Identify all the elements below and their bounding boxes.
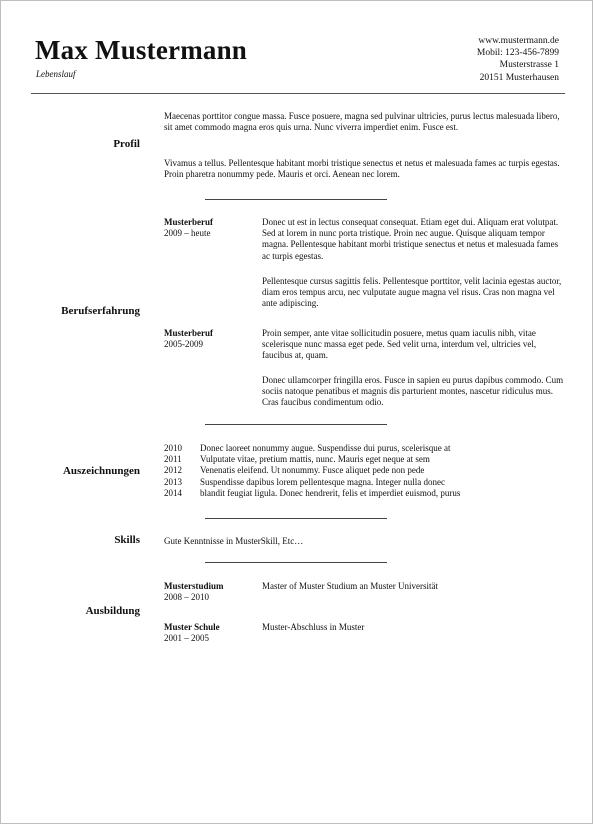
- section-label-profil: Profil: [113, 138, 140, 150]
- contact-block: [477, 35, 559, 84]
- job-title: Musterberuf: [164, 217, 213, 227]
- education-title: Musterstudium: [164, 581, 224, 591]
- contact-phone: Mobil: 123-456-7899: [476, 48, 559, 59]
- section-divider: [205, 199, 387, 200]
- award-text: Donec laoreet nonummy augue. Suspendisse dui purus, scelerisque at: [200, 443, 451, 453]
- section-label-ausbildung: Ausbildung: [85, 605, 140, 617]
- job-description: Donec ut est in lectus consequat consequat. Etiam eget dui. Aliquam erat volutpat. Sed at lorem in nunc porta tristique. Proin nec augue. Quisque aliquam tempor magna. Pellentesque habitant morbi tristique senectus et netus et malesuada fames ac turpis egestas.: [262, 217, 559, 261]
- job-description: Donec ullamcorper fringilla eros. Fusce in sapien eu purus dapibus commodo. Cum sociis natoque penatibus et magnis dis parturient montes, nascetur ridiculus mus. Cras faucibus condimentum odio.: [262, 375, 564, 408]
- person-name: Max Mustermann: [35, 35, 248, 65]
- section-label-auszeichnungen: Auszeichnungen: [62, 465, 140, 477]
- job-date: 2005-2009: [164, 339, 203, 349]
- profil-paragraph-1: Maecenas porttitor congue massa. Fusce posuere, magna sed pulvinar ultricies, purus lectus malesuada libero, sit amet commodo magna eros quis urna. Nunc viverra imperdiet enim. Fusce est.: [164, 111, 560, 133]
- section-label-berufserfahrung: Berufserfahrung: [61, 305, 140, 317]
- section-divider: [205, 562, 387, 563]
- job-date: 2009 – heute: [164, 228, 211, 238]
- award-year: 2010: [164, 443, 182, 453]
- contact-website: www.mustermann.de: [478, 36, 559, 46]
- contact-city: 20151 Musterhausen: [479, 72, 559, 83]
- section-divider: [205, 518, 387, 519]
- award-year: 2012: [164, 465, 182, 475]
- education-description: Muster-Abschluss in Muster: [262, 622, 365, 632]
- contact-street: Musterstrasse 1: [499, 60, 559, 71]
- award-year: 2013: [164, 477, 182, 487]
- job-description: Proin semper, ante vitae sollicitudin posuere, metus quam iaculis nibh, vitae scelerisque nunc massa eget pede. Sed velit urna, interdum vel, ultricies vel, faucibus at, quam.: [262, 328, 537, 361]
- education-title: Muster Schule: [164, 622, 220, 632]
- section-label-skills: Skills: [114, 534, 140, 546]
- education-description: Master of Muster Studium an Muster Universität: [262, 581, 438, 591]
- award-text: Suspendisse dapibus lorem pellentesque magna. Integer nulla donec: [200, 477, 445, 487]
- skills-text: Gute Kenntnisse in MusterSkill, Etc…: [164, 536, 304, 546]
- job-description: Pellentesque cursus sagittis felis. Pellentesque porttitor, velit lacinia egestas auctor, diam eros tempus arcu, nec vulputate augue magna vel risus. Cras non magna vel ante adipiscing.: [262, 276, 562, 309]
- document-subtitle: Lebenslauf: [36, 69, 76, 79]
- award-text: Vulputate vitae, pretium mattis, nunc. Mauris eget neque at sem: [200, 454, 430, 464]
- profil-paragraph-2: Vivamus a tellus. Pellentesque habitant morbi tristique senectus et netus et malesuada fames ac turpis egestas. Proin pharetra nonummy pede. Mauris et orci. Aenean nec lorem.: [164, 158, 560, 180]
- education-date: 2001 – 2005: [164, 633, 209, 643]
- education-date: 2008 – 2010: [164, 592, 209, 602]
- award-text: blandit feugiat ligula. Donec hendrerit, felis et imperdiet euismod, purus: [200, 488, 461, 498]
- award-text: Venenatis eleifend. Ut nonummy. Fusce aliquet pede non pede: [200, 465, 425, 475]
- header-divider: [31, 93, 565, 94]
- award-year: 2014: [164, 488, 182, 498]
- award-year: 2011: [164, 454, 182, 464]
- job-title: Musterberuf: [164, 328, 213, 338]
- section-divider: [205, 424, 387, 425]
